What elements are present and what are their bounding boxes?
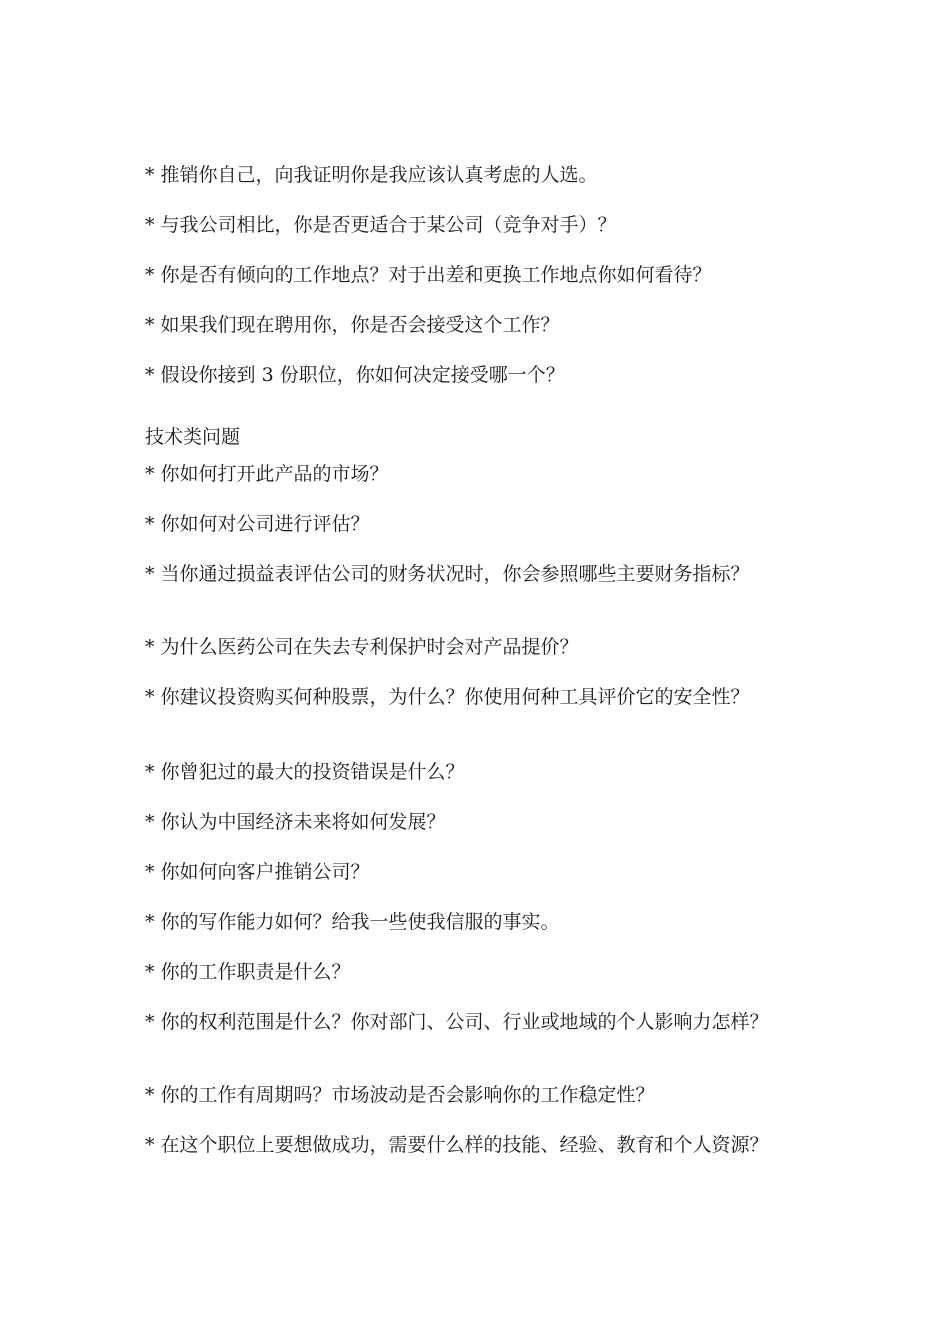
question-item: * 你如何向客户推销公司？: [145, 861, 370, 883]
section-heading: 技术类问题: [145, 426, 241, 448]
question-item: * 你的工作职责是什么？: [145, 961, 351, 983]
question-item: * 你认为中国经济未来将如何发展？: [145, 811, 446, 833]
question-item: * 在这个职位上要想做成功，需要什么样的技能、经验、教育和个人资源？: [145, 1134, 769, 1156]
question-item: * 你建议投资购买何种股票，为什么？你使用何种工具评价它的安全性？: [145, 686, 750, 708]
question-item: * 你的写作能力如何？给我一些使我信服的事实。: [145, 911, 560, 933]
question-item: * 你曾犯过的最大的投资错误是什么？: [145, 761, 465, 783]
question-item: * 如果我们现在聘用你，你是否会接受这个工作？: [145, 314, 560, 336]
question-item: * 为什么医药公司在失去专利保护时会对产品提价？: [145, 636, 579, 658]
question-item: * 与我公司相比，你是否更适合于某公司（竞争对手）？: [145, 214, 617, 236]
question-item: * 你如何打开此产品的市场？: [145, 463, 389, 485]
question-item: * 你的工作有周期吗？市场波动是否会影响你的工作稳定性？: [145, 1084, 655, 1106]
question-item: * 你是否有倾向的工作地点？对于出差和更换工作地点你如何看待？: [145, 264, 712, 286]
question-item: * 假设你接到 3 份职位，你如何决定接受哪一个？: [145, 364, 565, 386]
question-item: * 推销你自己，向我证明你是我应该认真考虑的人选。: [145, 164, 598, 186]
question-item: * 你如何对公司进行评估？: [145, 513, 370, 535]
question-item: * 你的权利范围是什么？你对部门、公司、行业或地域的个人影响力怎样？: [145, 1011, 769, 1033]
question-item: * 当你通过损益表评估公司的财务状况时，你会参照哪些主要财务指标？: [145, 563, 750, 585]
